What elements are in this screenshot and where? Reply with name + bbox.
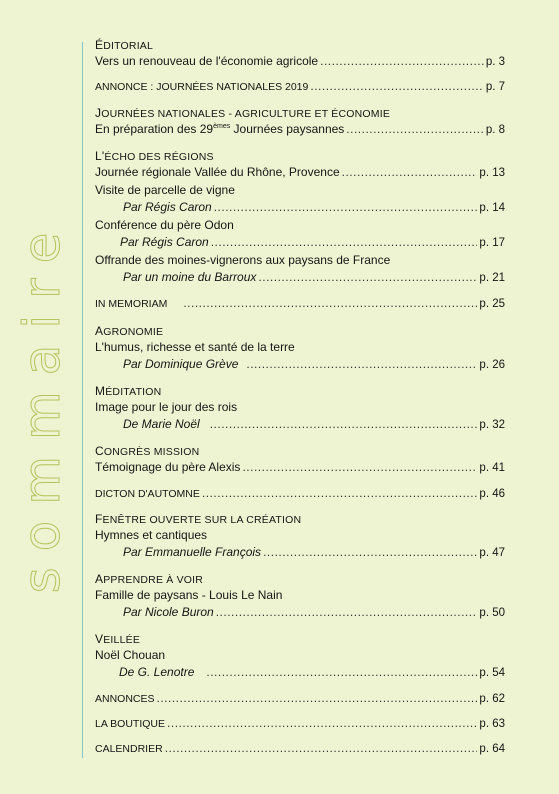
entry-author: Par Régis Caron xyxy=(120,235,209,249)
page-number: p. 54 xyxy=(479,667,505,679)
toc-entry-author[interactable] xyxy=(95,199,505,217)
entry-author: De Marie Noël xyxy=(123,417,200,431)
entry-author: De G. Lenotre xyxy=(119,665,195,679)
page-number: p. 63 xyxy=(479,718,505,730)
section-apprendre xyxy=(95,572,505,622)
page-number: p. 64 xyxy=(479,743,505,755)
leader-dots xyxy=(210,416,478,433)
leader-dots xyxy=(310,78,483,95)
page-number: p. 14 xyxy=(479,202,505,214)
section-congres xyxy=(95,444,505,477)
toc-entry[interactable] xyxy=(95,182,505,199)
toc-entry[interactable] xyxy=(95,78,505,96)
toc-entry[interactable] xyxy=(95,459,505,477)
section-heading: DICTON D'AUTOMNE xyxy=(95,488,200,500)
toc-entry[interactable] xyxy=(95,647,505,664)
leader-dots xyxy=(202,485,478,502)
leader-dots xyxy=(157,690,478,707)
section-veillee xyxy=(95,632,505,682)
leader-dots xyxy=(246,356,477,373)
toc-entry[interactable] xyxy=(95,164,505,182)
entry-author: Par un moine du Barroux xyxy=(123,270,257,284)
leader-dots xyxy=(320,53,484,70)
toc-entry[interactable] xyxy=(95,690,505,708)
toc-entry-author[interactable] xyxy=(95,664,505,682)
section-meditation xyxy=(95,384,505,434)
entry-title: Journée régionale Vallée du Rhône, Provence xyxy=(95,165,340,179)
leader-dots xyxy=(346,121,484,138)
entry-title: En préparation des 29èmes Journées paysannes xyxy=(95,122,345,136)
section-heading: CALENDRIER xyxy=(95,743,163,755)
section-heading: IN MEMORIAM xyxy=(95,298,168,310)
leader-dots xyxy=(342,164,478,181)
entry-title: Visite de parcelle de vigne xyxy=(95,183,235,197)
entry-title: Hymnes et cantiques xyxy=(95,528,208,542)
toc-entry[interactable] xyxy=(95,587,505,604)
entry-title: Image pour le jour des rois xyxy=(95,400,238,414)
leader-dots xyxy=(211,234,478,251)
section-echo-regions xyxy=(95,149,505,287)
entry-author: Par Dominique Grève xyxy=(123,357,239,371)
section-heading: APPRENDRE À VOIR xyxy=(95,572,204,586)
page-number: p. 8 xyxy=(485,124,505,136)
toc-entry[interactable] xyxy=(95,217,505,234)
toc-entry[interactable] xyxy=(95,527,505,544)
page-number: p. 17 xyxy=(479,237,505,249)
section-heading: ANNONCES xyxy=(95,693,155,705)
section-fenetre xyxy=(95,512,505,562)
section-editorial xyxy=(95,38,505,71)
section-journees-nationales xyxy=(95,106,505,139)
section-heading: JOURNÉES NATIONALES - AGRICULTURE ET ÉCONOMIE xyxy=(95,106,391,120)
page-number: p. 62 xyxy=(479,693,505,705)
toc-entry[interactable] xyxy=(95,485,505,503)
toc-entry-author[interactable] xyxy=(95,416,505,434)
toc-entry[interactable] xyxy=(95,295,505,313)
page-number: p. 21 xyxy=(479,272,505,284)
section-heading: L'ÉCHO DES RÉGIONS xyxy=(95,149,214,163)
entry-title: Conférence du père Odon xyxy=(95,218,234,232)
section-heading: MÉDITATION xyxy=(95,384,162,398)
entry-title: L'humus, richesse et santé de la terre xyxy=(95,340,295,354)
page-number: p. 50 xyxy=(479,607,505,619)
toc-entry-author[interactable] xyxy=(95,604,505,622)
section-calendrier xyxy=(95,740,505,758)
section-agronomie xyxy=(95,324,505,374)
toc-entry[interactable] xyxy=(95,339,505,356)
page-number: p. 41 xyxy=(479,462,505,474)
toc-entry[interactable] xyxy=(95,399,505,416)
page-number: p. 13 xyxy=(479,167,505,179)
page-number: p. 32 xyxy=(479,419,505,431)
leader-dots xyxy=(214,199,478,216)
entry-title: Témoignage du père Alexis xyxy=(95,460,241,474)
toc-entry[interactable] xyxy=(95,252,505,269)
leader-dots xyxy=(242,459,477,476)
section-heading: CONGRÈS MISSION xyxy=(95,444,200,458)
section-boutique xyxy=(95,715,505,733)
entry-title: Vers un renouveau de l'économie agricole xyxy=(95,54,319,68)
toc-entry-author[interactable] xyxy=(95,234,505,252)
toc-entry[interactable] xyxy=(95,53,505,71)
page-number: p. 3 xyxy=(485,56,505,68)
leader-dots xyxy=(167,715,477,732)
section-heading: LA BOUTIQUE xyxy=(95,718,166,730)
section-annonces xyxy=(95,690,505,708)
toc-entry-author[interactable] xyxy=(95,269,505,287)
leader-dots xyxy=(183,295,477,312)
entry-author: Par Régis Caron xyxy=(123,200,212,214)
entry-title: Famille de paysans - Louis Le Nain xyxy=(95,588,283,602)
toc-entry-author[interactable] xyxy=(95,544,505,562)
section-annonce xyxy=(95,78,505,96)
leader-dots xyxy=(258,269,477,286)
section-heading: AGRONOMIE xyxy=(95,324,164,338)
page-number: p. 46 xyxy=(479,488,505,500)
page-number: p. 26 xyxy=(479,359,505,371)
section-memoriam xyxy=(95,295,505,313)
leader-dots xyxy=(263,544,477,561)
section-dicton xyxy=(95,485,505,503)
entry-author: Par Nicole Buron xyxy=(123,605,214,619)
toc-entry[interactable] xyxy=(95,121,505,139)
page-number: p. 7 xyxy=(485,81,505,93)
entry-author: Par Emmanuelle François xyxy=(123,545,262,559)
toc-entry[interactable] xyxy=(95,715,505,733)
section-heading: VEILLÉE xyxy=(95,632,141,646)
page-number: p. 25 xyxy=(479,298,505,310)
section-heading: FENÊTRE OUVERTE SUR LA CRÉATION xyxy=(95,512,302,526)
section-heading: ANNONCE : JOURNÉES NATIONALES 2019 xyxy=(95,81,309,93)
leader-dots xyxy=(216,604,478,621)
page-number: p. 47 xyxy=(479,547,505,559)
toc-entry-author[interactable] xyxy=(95,356,505,374)
entry-title: Noël Chouan xyxy=(95,648,166,662)
vertical-rule xyxy=(82,42,83,758)
section-heading: ÉDITORIAL xyxy=(95,38,154,52)
toc-entry[interactable] xyxy=(95,740,505,758)
leader-dots xyxy=(206,664,477,681)
leader-dots xyxy=(165,740,478,757)
sommaire-vertical-title: sommaire xyxy=(13,216,71,594)
entry-title: Offrande des moines-vignerons aux paysans de France xyxy=(95,253,391,267)
